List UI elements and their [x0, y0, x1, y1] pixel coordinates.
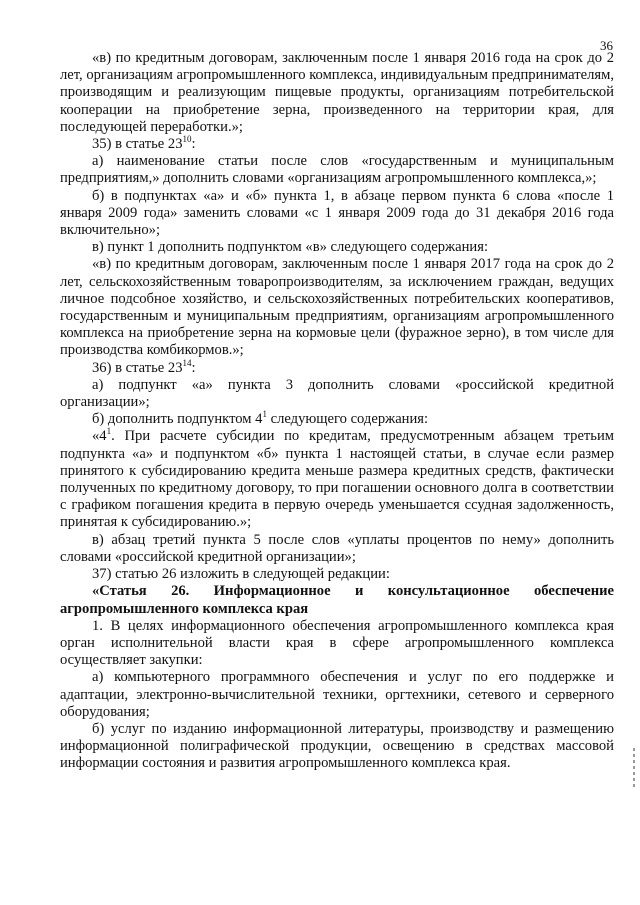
paragraph: 1. В целях информационного обеспечения агропромышленного комплекса края орган исполнительной власти края в сфере агропромышленного комплекса осуществляет закупки:	[60, 617, 614, 669]
text-run: . При расчете субсидии по кредитам, предусмотренным абзацем третьим подпункта «а» и подпунктом «б» пункта 1 настоящей статьи, в случае если размер принятого к субсидированию кредита меньше размера кредитных средств, фактически полученных по кредитному договору, то при погашении основного долга в соответствии с графиком погашения кредита в первую очередь уменьшается ссудная задолженность, принятая к субсидированию.»;	[60, 428, 614, 531]
paragraph: б) услуг по изданию информационной литературы, производству и размещению информационной полиграфической продукции, освещению в средствах массовой информации состояния и развития агропромышленного комплекса края.	[60, 720, 614, 772]
paragraph: а) наименование статьи после слов «государственным и муниципальным предприятиям,» дополнить словами «организациям агропромышленного комплекса,»;	[60, 153, 614, 187]
paragraph: в) пункт 1 дополнить подпунктом «в» следующего содержания:	[92, 239, 489, 256]
paragraph: а) компьютерного программного обеспечения и услуг по его поддержке и адаптации, электронно-вычислительной техники, оргтехники, сетевого и серверного оборудования;	[60, 669, 614, 720]
superscript: 1	[262, 409, 267, 420]
paragraph	[60, 136, 614, 153]
paragraph: в) абзац третий пункта 5 после слов «уплаты процентов по нему» дополнить словами «российской кредитной организации»;	[60, 531, 614, 565]
text-run: :	[191, 136, 196, 153]
text-run: 35) в статье 23	[92, 136, 183, 153]
article-heading: «Статья 26. Информационное и консультационное обеспечение агропромышленного комплекса края	[60, 583, 614, 617]
superscript: 1	[106, 426, 112, 437]
document-body	[60, 50, 614, 773]
paragraph	[60, 428, 614, 531]
text-run: б) дополнить подпунктом 4	[92, 411, 263, 428]
paragraph: 37) статью 26 изложить в следующей редакции:	[92, 566, 390, 583]
superscript: 14	[182, 357, 192, 368]
paragraph: «в) по кредитным договорам, заключенным после 1 января 2016 года на срок до 2 лет, организациям агропромышленного комплекса, индивидуальным предпринимателям, производящим и реализующим пищевые продукты, организациям потребительской кооперации на приобретение зерна, произведенного на территории края, для последующей переработки.»;	[60, 50, 614, 135]
paragraph	[60, 357, 614, 377]
paragraph: а) подпункт «а» пункта 3 дополнить словами «российской кредитной организации»;	[60, 376, 614, 411]
scan-edge-mark	[633, 748, 635, 788]
text-run: «4	[92, 428, 107, 445]
text-run: 36) в статье 23	[92, 359, 183, 376]
paragraph: б) в подпунктах «а» и «б» пункта 1, в абзаце первом пункта 6 слова «после 1 января 2009 года» заменить словами «с 1 января 2009 года до 31 декабря 2016 года включительно»;	[60, 187, 614, 239]
text-run: :	[191, 359, 196, 376]
superscript: 10	[182, 134, 192, 145]
paragraph: «в) по кредитным договорам, заключенным после 1 января 2017 года на срок до 2 лет, сельскохозяйственным товаропроизводителям, за исключением граждан, ведущих личное подсобное хозяйство, и сельскохозяйственных потребительских кооперативов, государственным и муниципальным предприятиям, организациям агропромышленного комплекса на приобретение зерна на кормовые цели (фуражное зерно), в том числе для производства комбикормов.»;	[60, 256, 614, 359]
text-run: следующего содержания:	[266, 411, 429, 428]
page-number: 36	[600, 38, 613, 53]
paragraph	[60, 411, 614, 428]
